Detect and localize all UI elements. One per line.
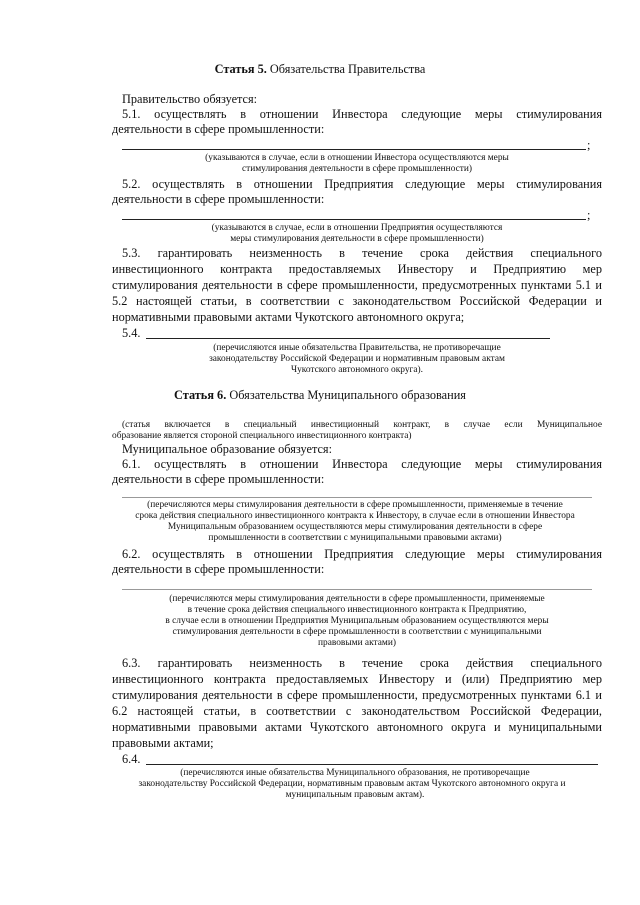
clause-5-3-line-3: стимулирования деятельности в сфере промышленности, предусмотренных пунктами 5.1 и bbox=[112, 278, 602, 292]
clause-5-3-line-4: 5.2 настоящей статьи, в соответствии с законодательством Российской Федерации и bbox=[112, 294, 602, 308]
clause-5-1-line-1: 5.1. осуществлять в отношении Инвестора следующие меры стимулирования bbox=[122, 107, 602, 121]
clause-6-3-line-2: инвестиционного контракта предоставляемых Инвестору и (или) Предприятию мер bbox=[112, 672, 602, 686]
note-5-4-line-2: законодательству Российской Федерации и нормативным правовым актам bbox=[209, 354, 505, 364]
clause-5-4-label: 5.4. bbox=[122, 326, 141, 340]
note-6-4-line-3: муниципальным правовым актам). bbox=[285, 790, 425, 800]
note-5-4-line-3: Чукотского автономного округа). bbox=[291, 365, 423, 375]
note-6-2-line-5: правовыми актами) bbox=[318, 638, 396, 648]
clause-6-2-line-1: 6.2. осуществлять в отношении Предприятия следующие меры стимулирования bbox=[122, 547, 602, 561]
note-6-2-line-4: стимулирования деятельности в сфере промышленности в соответствии с муниципальными bbox=[172, 627, 542, 637]
article-5-number: Статья 5. bbox=[214, 62, 267, 76]
clause-5-1-line-2: деятельности в сфере промышленности: bbox=[112, 122, 325, 136]
note-6-1-line-3: Муниципальным образованием осуществляются меры стимулирования деятельности в сфере bbox=[167, 522, 543, 532]
note-5-4-line-1: (перечисляются иные обязательства Правительства, не противоречащие bbox=[213, 343, 501, 353]
note-5-2-line-1: (указываются в случае, если в отношении Предприятия осуществляются bbox=[211, 223, 503, 233]
fill-line-6-4 bbox=[146, 764, 598, 765]
clause-6-3-line-3: стимулирования деятельности в сфере промышленности, предусмотренных пунктами 6.1 и bbox=[112, 688, 602, 702]
article-5-heading bbox=[0, 62, 640, 77]
clause-6-3-line-6: правовыми актами; bbox=[112, 736, 214, 750]
clause-5-3-line-1: 5.3. гарантировать неизменность в течение срока действия специального bbox=[122, 246, 602, 260]
note-5-2-line-2: меры стимулирования деятельности в сфере промышленности) bbox=[230, 234, 484, 244]
article-6-number: Статья 6. bbox=[174, 388, 227, 402]
clause-6-3-line-1: 6.3. гарантировать неизменность в течение срока действия специального bbox=[122, 656, 602, 670]
note-6-4-line-1: (перечисляются иные обязательства Муниципального образования, не противоречащие bbox=[180, 768, 530, 778]
clause-5-2-line-2: деятельности в сфере промышленности: bbox=[112, 192, 325, 206]
fill-line-6-2 bbox=[122, 589, 592, 590]
article-6-heading bbox=[0, 388, 640, 403]
article-6-intro: Муниципальное образование обязуется: bbox=[122, 442, 332, 456]
note-5-1-line-1: (указываются в случае, если в отношении Инвестора осуществляются меры bbox=[205, 153, 509, 163]
note-6-2-line-3: в случае если в отношении Предприятия Муниципальным образованием осуществляются меры bbox=[165, 616, 549, 626]
note-6-1-line-2: срока действия специального инвестиционного контракта к Инвестору, в случае если в отношении Инвестора bbox=[135, 511, 575, 521]
article-5-intro: Правительство обязуется: bbox=[122, 92, 258, 106]
fill-line-5-1 bbox=[122, 149, 586, 150]
clause-6-1-line-2: деятельности в сфере промышленности: bbox=[112, 472, 325, 486]
clause-6-4-label: 6.4. bbox=[122, 752, 141, 766]
fill-line-6-1 bbox=[122, 497, 592, 498]
note-6-2-line-2: в течение срока действия специального инвестиционного контракта к Предприятию, bbox=[187, 605, 527, 615]
note-6-2-line-1: (перечисляются меры стимулирования деятельности в сфере промышленности, применяемые bbox=[169, 594, 545, 604]
note-6-4-line-2: законодательству Российской Федерации, нормативным правовым актам Чукотского автономного округа и bbox=[138, 779, 566, 789]
article-5-title: Обязательства Правительства bbox=[269, 62, 426, 76]
clause-6-2-line-2: деятельности в сфере промышленности: bbox=[112, 562, 325, 576]
semicolon-5-1: ; bbox=[587, 138, 591, 152]
note-5-1-line-2: стимулирования деятельности в сфере промышленности) bbox=[241, 164, 473, 174]
clause-5-3-line-5: нормативными правовыми актами Чукотского автономного округа; bbox=[112, 310, 465, 324]
semicolon-5-2: ; bbox=[587, 208, 591, 222]
clause-6-1-line-1: 6.1. осуществлять в отношении Инвестора следующие меры стимулирования bbox=[122, 457, 602, 471]
fill-line-5-2 bbox=[122, 219, 586, 220]
clause-5-3-line-2: инвестиционного контракта предоставляемых Инвестору и Предприятию мер bbox=[112, 262, 602, 276]
article-6-condition-line-1: (статья включается в специальный инвестиционный контракт, в случае если Муниципальное bbox=[122, 420, 602, 430]
clause-6-3-line-5: нормативными правовыми актами Чукотского автономного округа и муниципальными bbox=[112, 720, 602, 734]
clause-6-3-line-4: 6.2 настоящей статьи, в соответствии с законодательством Российской Федерации, bbox=[112, 704, 602, 718]
clause-5-2-line-1: 5.2. осуществлять в отношении Предприятия следующие меры стимулирования bbox=[122, 177, 602, 191]
note-6-1-line-1: (перечисляются меры стимулирования деятельности в сфере промышленности, применяемые в течение bbox=[147, 500, 563, 510]
note-6-1-line-4: промышленности в соответствии с муниципальными правовыми актами) bbox=[208, 533, 502, 543]
fill-line-5-4 bbox=[146, 338, 550, 339]
article-6-condition-line-2: образование является стороной специального инвестиционного контракта) bbox=[112, 431, 412, 441]
article-6-title: Обязательства Муниципального образования bbox=[229, 388, 466, 402]
